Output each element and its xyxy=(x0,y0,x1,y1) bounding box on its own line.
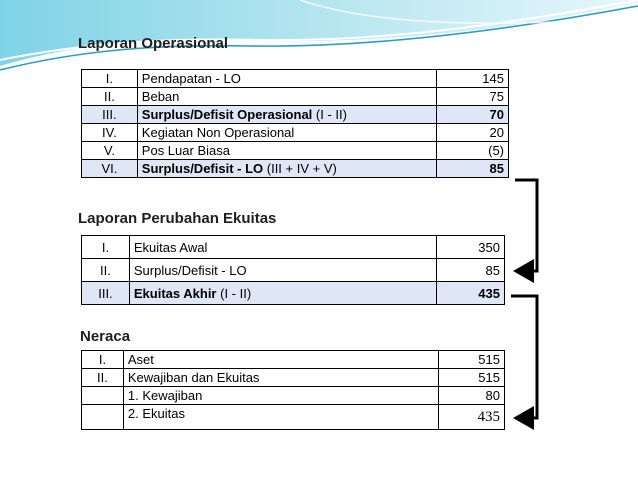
row-label-cell xyxy=(137,160,436,178)
table-row xyxy=(82,282,505,305)
row-value: 515 xyxy=(439,351,505,369)
table-row xyxy=(82,236,505,259)
table-row xyxy=(82,387,505,405)
table-row xyxy=(82,160,509,178)
row-label: Surplus/Defisit Operasional xyxy=(141,107,313,122)
neraca-table xyxy=(81,350,505,430)
row-number: III. xyxy=(82,282,130,305)
row-note: (I - II) xyxy=(312,107,347,122)
row-value: 75 xyxy=(437,88,509,106)
row-label: Surplus/Defisit - LO xyxy=(141,161,264,176)
row-value: 435 xyxy=(439,405,505,430)
row-label: Kewajiban dan Ekuitas xyxy=(123,369,438,387)
laporan-operasional-title: Laporan Operasional xyxy=(78,35,229,52)
table-row xyxy=(82,106,509,124)
arrow-lo-to-ekuitas xyxy=(515,180,537,271)
row-value: 85 xyxy=(437,259,505,282)
laporan-operasional-table xyxy=(81,69,509,178)
row-label: 1. Kewajiban xyxy=(123,387,438,405)
row-label: Pos Luar Biasa xyxy=(137,142,436,160)
row-value: 435 xyxy=(437,282,505,305)
table-row xyxy=(82,124,509,142)
row-label: Beban xyxy=(137,88,436,106)
row-value: 350 xyxy=(437,236,505,259)
row-number xyxy=(82,387,124,405)
row-note: (III + IV + V) xyxy=(263,161,337,176)
row-number: II. xyxy=(82,369,124,387)
row-value: 85 xyxy=(437,160,509,178)
row-number: I. xyxy=(82,236,130,259)
laporan-perubahan-ekuitas-table xyxy=(81,235,505,305)
table-row xyxy=(82,70,509,88)
row-label: Ekuitas Akhir xyxy=(133,285,217,301)
row-label: Kegiatan Non Operasional xyxy=(137,124,436,142)
row-number: VI. xyxy=(82,160,138,178)
row-number: III. xyxy=(82,106,138,124)
row-label-cell xyxy=(137,106,436,124)
row-value: 20 xyxy=(437,124,509,142)
table-row xyxy=(82,369,505,387)
table-row xyxy=(82,88,509,106)
row-label: Pendapatan - LO xyxy=(137,70,436,88)
neraca-title: Neraca xyxy=(80,328,131,345)
row-number xyxy=(82,405,124,430)
table-row xyxy=(82,405,505,430)
row-number: II. xyxy=(82,88,138,106)
arrow-ekuitas-to-neraca xyxy=(511,296,537,418)
row-note: (I - II) xyxy=(216,285,252,301)
row-number: II. xyxy=(82,259,130,282)
row-number: IV. xyxy=(82,124,138,142)
row-value: 145 xyxy=(437,70,509,88)
table-row xyxy=(82,259,505,282)
laporan-perubahan-ekuitas-title: Laporan Perubahan Ekuitas xyxy=(78,210,277,227)
row-label: Surplus/Defisit - LO xyxy=(129,259,436,282)
row-value: 515 xyxy=(439,369,505,387)
row-value: 70 xyxy=(437,106,509,124)
row-number: I. xyxy=(82,351,124,369)
row-label: Aset xyxy=(123,351,438,369)
row-label: 2. Ekuitas xyxy=(123,405,438,430)
row-value: (5) xyxy=(437,142,509,160)
row-number: V. xyxy=(82,142,138,160)
table-row xyxy=(82,142,509,160)
table-row xyxy=(82,351,505,369)
row-value: 80 xyxy=(439,387,505,405)
row-number: I. xyxy=(82,70,138,88)
row-label: Ekuitas Awal xyxy=(129,236,436,259)
row-label-cell xyxy=(129,282,436,305)
